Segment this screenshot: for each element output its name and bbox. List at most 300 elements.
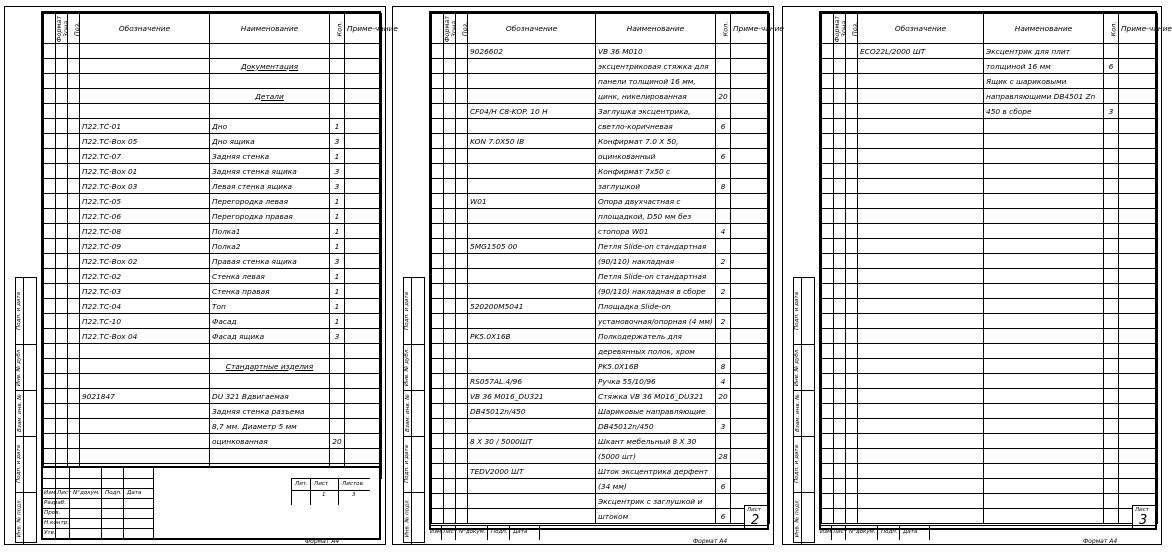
cell-format (822, 374, 834, 389)
cell-qty (716, 329, 731, 344)
cell-zone (444, 374, 456, 389)
table-row (432, 269, 770, 284)
cell-note (345, 389, 382, 404)
cell-note (731, 344, 770, 359)
cell-format (44, 104, 56, 119)
cell-qty (1104, 389, 1119, 404)
table-row (44, 284, 382, 299)
cell-designation: PK5.0X16B (468, 329, 596, 344)
cell-zone (444, 494, 456, 509)
cell-format (44, 179, 56, 194)
table-row (44, 344, 382, 359)
cell-note (731, 239, 770, 254)
cell-note (1119, 149, 1158, 164)
cell-name: PK5.0X16B (596, 359, 716, 374)
cell-designation: П22.ТС-02 (80, 269, 210, 284)
cell-format (44, 239, 56, 254)
cell-zone (834, 209, 846, 224)
cell-name: DB45012n/450 (596, 419, 716, 434)
cell-pos (456, 419, 468, 434)
table-row (44, 149, 382, 164)
cell-name (984, 284, 1104, 299)
cell-pos (456, 329, 468, 344)
cell-designation: П22.ТС-Вох 05 (80, 134, 210, 149)
sidebar-label: Подп. и дата (794, 444, 801, 484)
cell-name: Заглушка эксцентрика, (596, 104, 716, 119)
cell-qty (330, 419, 345, 434)
table-row (44, 329, 382, 344)
cell-zone (834, 299, 846, 314)
cell-name (984, 209, 1104, 224)
cell-designation (858, 284, 984, 299)
cell-note (731, 419, 770, 434)
strip-izm: Изм. (430, 529, 443, 535)
cell-designation (468, 89, 596, 104)
cell-designation (80, 74, 210, 89)
cell-designation (858, 104, 984, 119)
cell-designation (80, 104, 210, 119)
cell-format (822, 224, 834, 239)
cell-designation: П22.ТС-05 (80, 194, 210, 209)
tb-listov: Листов (342, 481, 363, 487)
cell-designation: 520200M5041 (468, 299, 596, 314)
cell-pos (846, 179, 858, 194)
cell-pos (456, 494, 468, 509)
cell-name: Фасад (210, 314, 330, 329)
table-row (432, 329, 770, 344)
cell-pos (456, 479, 468, 494)
header-format: Формат (833, 15, 842, 43)
cell-format (432, 194, 444, 209)
cell-zone (56, 224, 68, 239)
cell-format (822, 239, 834, 254)
cell-zone (444, 329, 456, 344)
cell-pos (68, 89, 80, 104)
cell-note (345, 329, 382, 344)
cell-format (432, 389, 444, 404)
cell-note (345, 179, 382, 194)
cell-pos (68, 329, 80, 344)
cell-qty (716, 134, 731, 149)
cell-note (1119, 419, 1158, 434)
cell-name: Перегородка левая (210, 194, 330, 209)
cell-pos (68, 209, 80, 224)
cell-qty (1104, 74, 1119, 89)
cell-qty: 1 (330, 119, 345, 134)
cell-qty: 6 (716, 509, 731, 524)
cell-note (345, 89, 382, 104)
cell-name: (5000 шт) (596, 449, 716, 464)
cell-zone (444, 254, 456, 269)
table-row (432, 194, 770, 209)
cell-pos (68, 434, 80, 449)
tb-prov: Пров. (44, 510, 61, 516)
cell-note (345, 74, 382, 89)
cell-format (44, 374, 56, 389)
table-row (432, 299, 770, 314)
table-row (822, 359, 1158, 374)
sheet-frame (819, 11, 1172, 530)
cell-zone (56, 164, 68, 179)
cell-note (1119, 299, 1158, 314)
tb-podp: Подп. (105, 490, 122, 496)
cell-pos (68, 344, 80, 359)
cell-note (731, 119, 770, 134)
cell-qty (1104, 359, 1119, 374)
cell-format (822, 209, 834, 224)
cell-name: Петля Slide-on стандартная (596, 269, 716, 284)
cell-designation: RS057AL.4/96 (468, 374, 596, 389)
cell-designation (858, 509, 984, 524)
cell-name (210, 74, 330, 89)
cell-qty: 1 (330, 194, 345, 209)
stamp-sheet-number: 3 (1139, 513, 1148, 528)
cell-zone (56, 284, 68, 299)
cell-zone (56, 449, 68, 464)
cell-zone (444, 269, 456, 284)
cell-qty: 3 (330, 179, 345, 194)
cell-qty (330, 374, 345, 389)
cell-qty: 1 (330, 299, 345, 314)
cell-pos (456, 194, 468, 209)
sidebar-label: Инв. № дубл. (794, 347, 801, 387)
cell-note (731, 284, 770, 299)
table-row (44, 209, 382, 224)
cell-zone (834, 44, 846, 59)
cell-designation: П22.ТС-06 (80, 209, 210, 224)
table-row (432, 404, 770, 419)
cell-designation (468, 479, 596, 494)
cell-zone (834, 254, 846, 269)
cell-name: (34 мм) (596, 479, 716, 494)
cell-name: цинк, никелированная (596, 89, 716, 104)
cell-designation: W01 (468, 194, 596, 209)
table-row (822, 134, 1158, 149)
cell-name (984, 194, 1104, 209)
table-row (44, 59, 382, 74)
cell-note (1119, 344, 1158, 359)
cell-pos (846, 239, 858, 254)
cell-name (984, 449, 1104, 464)
cell-zone (56, 419, 68, 434)
cell-name: Задняя стенка (210, 149, 330, 164)
cell-zone (834, 239, 846, 254)
cell-format (432, 44, 444, 59)
cell-qty: 1 (330, 314, 345, 329)
cell-zone (56, 194, 68, 209)
cell-designation (858, 449, 984, 464)
sheet-sidebar (403, 277, 425, 543)
table-row (822, 479, 1158, 494)
cell-note (1119, 404, 1158, 419)
cell-pos (68, 419, 80, 434)
cell-format (432, 254, 444, 269)
sheet-frame (429, 11, 784, 530)
table-row (44, 134, 382, 149)
cell-format (822, 434, 834, 449)
table-row (432, 104, 770, 119)
table-row (822, 434, 1158, 449)
table-row (44, 239, 382, 254)
cell-zone (444, 479, 456, 494)
cell-designation: DB45012n/450 (468, 404, 596, 419)
cell-pos (456, 179, 468, 194)
cell-name (984, 389, 1104, 404)
cell-format (822, 464, 834, 479)
cell-name: (90/110) накладная в сборе (596, 284, 716, 299)
cell-qty (1104, 374, 1119, 389)
table-row (822, 374, 1158, 389)
cell-zone (834, 389, 846, 404)
cell-pos (68, 104, 80, 119)
cell-format (44, 194, 56, 209)
cell-format (822, 284, 834, 299)
cell-format (44, 149, 56, 164)
cell-note (345, 194, 382, 209)
cell-pos (846, 194, 858, 209)
cell-qty: 4 (716, 374, 731, 389)
cell-designation: П22.ТС-Вох 02 (80, 254, 210, 269)
cell-name: Эксцентрик с заглушкой и (596, 494, 716, 509)
cell-pos (846, 74, 858, 89)
table-row (44, 299, 382, 314)
cell-format (44, 344, 56, 359)
cell-format (822, 449, 834, 464)
cell-name: Дно (210, 119, 330, 134)
cell-designation (858, 329, 984, 344)
cell-note (1119, 479, 1158, 494)
cell-designation (858, 254, 984, 269)
cell-note (1119, 59, 1158, 74)
sidebar-label: Подп. и дата (16, 291, 23, 331)
tb-list: Лист (57, 490, 72, 496)
cell-name: (90/110) накладная (596, 254, 716, 269)
cell-note (731, 149, 770, 164)
table-row (822, 254, 1158, 269)
table-row (432, 359, 770, 374)
cell-pos (456, 464, 468, 479)
cell-name: деревянных полок, хром (596, 344, 716, 359)
cell-qty: 6 (716, 119, 731, 134)
cell-qty: 2 (716, 254, 731, 269)
cell-qty (716, 209, 731, 224)
cell-zone (56, 434, 68, 449)
cell-designation (858, 479, 984, 494)
cell-zone (444, 134, 456, 149)
cell-designation (468, 509, 596, 524)
cell-pos (456, 149, 468, 164)
cell-designation: П22.ТС-03 (80, 284, 210, 299)
cell-zone (834, 284, 846, 299)
cell-designation: П22.ТС-04 (80, 299, 210, 314)
header-pos: Поз. (73, 21, 82, 37)
cell-zone (444, 104, 456, 119)
cell-name: Полка2 (210, 239, 330, 254)
cell-qty (716, 194, 731, 209)
cell-zone (444, 194, 456, 209)
cell-zone (834, 479, 846, 494)
table-row (44, 419, 382, 434)
cell-name: Левая стенка ящика (210, 179, 330, 194)
cell-zone (56, 374, 68, 389)
cell-note (1119, 44, 1158, 59)
cell-qty (1104, 314, 1119, 329)
cell-format (822, 134, 834, 149)
cell-qty: 20 (716, 89, 731, 104)
cell-format (44, 284, 56, 299)
cell-qty: 3 (716, 419, 731, 434)
cell-zone (834, 89, 846, 104)
header-qty: Кол. (721, 21, 730, 37)
cell-note (345, 44, 382, 59)
cell-designation (858, 134, 984, 149)
cell-pos (68, 314, 80, 329)
cell-name: Полка1 (210, 224, 330, 239)
cell-designation (80, 89, 210, 104)
cell-zone (444, 509, 456, 524)
cell-note (1119, 179, 1158, 194)
cell-zone (834, 74, 846, 89)
cell-format (44, 329, 56, 344)
table-row (44, 194, 382, 209)
cell-name: Полкодержатель для (596, 329, 716, 344)
cell-format (432, 419, 444, 434)
cell-qty (1104, 239, 1119, 254)
cell-pos (68, 74, 80, 89)
cell-zone (834, 59, 846, 74)
cell-format (432, 299, 444, 314)
cell-pos (846, 329, 858, 344)
cell-format (822, 104, 834, 119)
cell-note (731, 269, 770, 284)
cell-name: толщиной 16 мм (984, 59, 1104, 74)
table-header (44, 14, 382, 44)
cell-format (44, 59, 56, 74)
cell-qty: 8 (716, 179, 731, 194)
cell-name: эксцентриковая стяжка для (596, 59, 716, 74)
cell-format (44, 299, 56, 314)
cell-note (345, 134, 382, 149)
table-row (822, 59, 1158, 74)
format-label: Формат А4 (693, 538, 728, 545)
cell-qty (330, 74, 345, 89)
cell-designation (468, 269, 596, 284)
cell-note (731, 44, 770, 59)
cell-name (984, 314, 1104, 329)
table-row (432, 179, 770, 194)
cell-format (822, 494, 834, 509)
cell-format (822, 194, 834, 209)
cell-pos (456, 509, 468, 524)
cell-qty (716, 344, 731, 359)
cell-designation (80, 434, 210, 449)
cell-note (345, 254, 382, 269)
cell-pos (68, 359, 80, 374)
table-row (822, 149, 1158, 164)
cell-designation: П22.ТС-07 (80, 149, 210, 164)
table-row (822, 269, 1158, 284)
cell-zone (56, 344, 68, 359)
cell-note (345, 164, 382, 179)
cell-pos (456, 44, 468, 59)
cell-note (345, 404, 382, 419)
cell-qty: 1 (330, 209, 345, 224)
table-row (44, 374, 382, 389)
cell-zone (834, 224, 846, 239)
table-row (822, 419, 1158, 434)
cell-note (345, 209, 382, 224)
cell-note (345, 59, 382, 74)
cell-format (432, 209, 444, 224)
cell-zone (56, 404, 68, 419)
cell-qty: 3 (330, 134, 345, 149)
cell-qty (330, 104, 345, 119)
cell-note (1119, 359, 1158, 374)
header-zone: Зона (62, 20, 71, 38)
cell-qty (716, 434, 731, 449)
cell-format (44, 359, 56, 374)
cell-format (822, 164, 834, 179)
cell-zone (56, 44, 68, 59)
cell-note (345, 419, 382, 434)
cell-zone (444, 119, 456, 134)
cell-note (1119, 434, 1158, 449)
cell-pos (846, 254, 858, 269)
table-row (432, 419, 770, 434)
cell-pos (456, 224, 468, 239)
cell-format (822, 329, 834, 344)
spec-table (43, 13, 398, 479)
table-row (44, 89, 382, 104)
cell-format (44, 44, 56, 59)
cell-note (731, 404, 770, 419)
cell-zone (834, 404, 846, 419)
cell-note (345, 119, 382, 134)
header-note: Приме-чание (345, 14, 382, 44)
cell-zone (444, 464, 456, 479)
cell-designation (858, 494, 984, 509)
cell-pos (846, 164, 858, 179)
cell-designation (858, 89, 984, 104)
table-row (822, 329, 1158, 344)
table-row (44, 224, 382, 239)
cell-format (432, 314, 444, 329)
cell-pos (68, 299, 80, 314)
cell-format (432, 329, 444, 344)
cell-pos (68, 269, 80, 284)
cell-name (984, 134, 1104, 149)
tb-sheet-info (291, 478, 370, 505)
cell-format (44, 404, 56, 419)
cell-zone (834, 104, 846, 119)
cell-pos (846, 464, 858, 479)
cell-format (432, 134, 444, 149)
cell-name: Шток эксцентрика дерфент (596, 464, 716, 479)
header-zone: Зона (450, 20, 459, 38)
table-row (44, 179, 382, 194)
table-row (822, 299, 1158, 314)
cell-pos (456, 59, 468, 74)
cell-pos (456, 164, 468, 179)
cell-name: Задняя стенка ящика (210, 164, 330, 179)
cell-zone (834, 419, 846, 434)
strip-data: Дата (903, 529, 918, 535)
cell-zone (56, 269, 68, 284)
cell-note (345, 449, 382, 464)
table-row (822, 164, 1158, 179)
cell-note (345, 224, 382, 239)
cell-pos (846, 389, 858, 404)
